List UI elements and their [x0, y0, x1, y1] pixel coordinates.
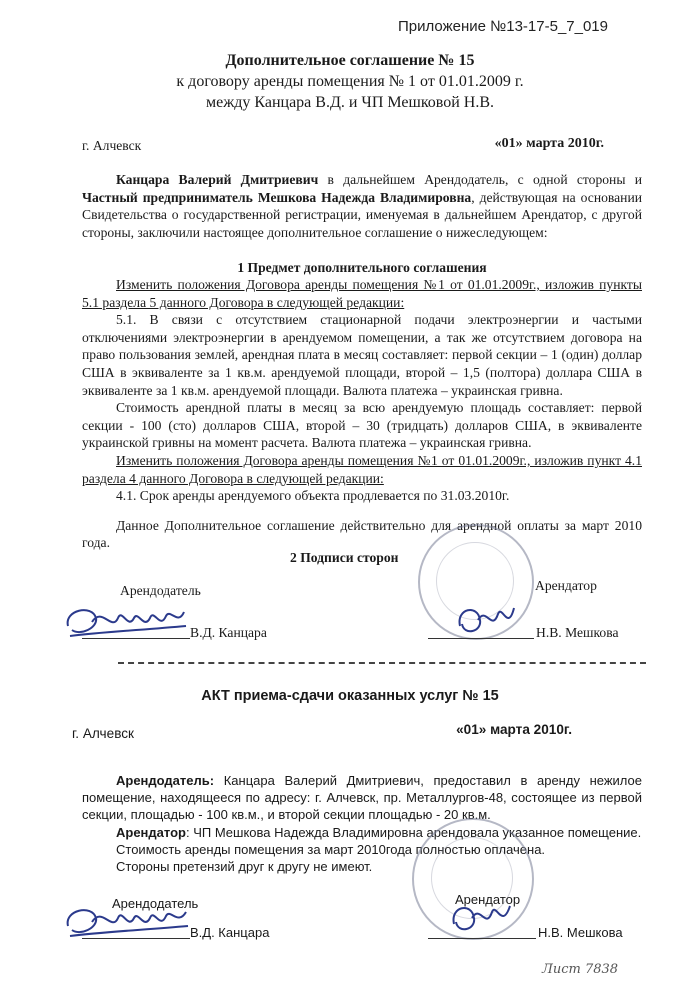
agreement-subtitle-contract: к договору аренды помещения № 1 от 01.01.2009 г.	[176, 73, 524, 90]
section-2-title: 2 Подписи сторон	[290, 550, 399, 565]
lessee-signature	[452, 596, 522, 642]
validity-clause: Данное Дополнительное соглашение действительно для арендной оплаты за март 2010 года.	[82, 517, 642, 551]
lessee-fullname: Частный предприниматель Мешкова Надежда Владимировна	[82, 189, 472, 205]
section-1-body	[82, 276, 642, 552]
act-lessee-text: : ЧП Мешкова Надежда Владимировна арендовала указанное помещение.	[185, 824, 642, 840]
act-no-claims: Стороны претензий друг к другу не имеют.	[116, 859, 373, 875]
clause-4-1: 4.1. Срок аренды арендуемого объекта продлевается по 31.03.2010г.	[116, 488, 510, 504]
act-body	[82, 772, 642, 875]
act-lessee-label: Арендатор	[116, 824, 186, 840]
rent-cost-clause: Стоимость арендной платы в месяц за всю арендуемую площадь составляет: первой секции - 100 (сто) долларов США, второй – 30 (тридцать) долларов США, в эквиваленте украинской гривны на момент расчета. Валюта платежа – украинская гривна.	[82, 400, 642, 451]
section-1-title: 1 Предмет дополнительного соглашения	[237, 260, 487, 275]
act-lessor-name: В.Д. Канцара	[190, 925, 270, 940]
act-date: «01» марта 2010г.	[456, 722, 572, 737]
change-clause-4-1: Изменить положения Договора аренды помещения №1 от 01.01.2009г., изложив пункт 4.1 раздела 4 данного Договора в следующей редакции:	[82, 452, 642, 486]
clause-5-1: 5.1. В связи с отсутствием стационарной подачи электроэнергии и частыми отключениями электроэнергии в арендуемом помещении, а так же отсутствием договора на право пользования землей, арендная плата в месяц составляет: первой секции – 1 (один) доллар США в эквиваленте за 1 кв.м. арендуемой площади, второй – 1,5 (полтора) доллара США в эквиваленте за 1 кв.м. арендуемой площади. Валюта платежа – украинская гривна.	[82, 312, 642, 398]
intro-text-2: , действующая на основании Свидетельства о государственной регистрации, именуемая в дальнейшем Арендатор, с другой стороны, заключили настоящее дополнительное соглашение о нижеследующем:	[82, 189, 642, 240]
document-reference-note: Приложение №13-17-5_7_019	[398, 18, 608, 35]
act-city: г. Алчевск	[72, 726, 135, 741]
lessor-signature	[62, 596, 190, 644]
change-clause-5-1: Изменить положения Договора аренды помещения №1 от 01.01.2009г., изложив пункты 5.1 раздела 5 данного Договора в следующей редакции:	[82, 277, 642, 310]
agreement-subtitle-parties: между Канцара В.Д. и ЧП Мешковой Н.В.	[205, 94, 495, 111]
act-lessor-text: Канцара Валерий Дмитриевич, предоставил в аренду нежилое помещение, находящееся по адресу: г. Алчевск, пр. Металлургов-48, состоящее из первой секции, площадью - 100 кв.м., и второй секции площадью - 20 кв.м.	[82, 773, 642, 823]
lessor-label: Арендодатель	[120, 583, 201, 598]
act-paid-statement: Стоимость аренды помещения за март 2010года полностью оплачена.	[116, 841, 546, 857]
agreement-city: г. Алчевск	[82, 138, 142, 153]
act-lessor-signature-label: Арендодатель	[112, 896, 199, 911]
act-title: АКТ приема-сдачи оказанных услуг № 15	[201, 688, 499, 704]
act-lessor-label: Арендодатель:	[116, 773, 215, 788]
section-divider	[118, 662, 646, 664]
act-lessee-signature	[446, 892, 521, 940]
handwritten-page-note: Лист 7838	[542, 962, 619, 977]
lessee-name: Н.В. Мешкова	[536, 625, 619, 640]
lessor-name: В.Д. Канцара	[190, 625, 267, 640]
act-lessee-name: Н.В. Мешкова	[538, 925, 623, 940]
agreement-intro	[82, 171, 642, 241]
intro-text-1: в дальнейшем Арендодатель, с одной стороны и	[318, 172, 643, 187]
lessee-label: Арендатор	[535, 578, 597, 593]
agreement-date: «01» марта 2010г.	[494, 136, 604, 151]
lessor-fullname: Канцара Валерий Дмитриевич	[116, 172, 319, 187]
agreement-title: Дополнительное соглашение № 15	[225, 52, 475, 69]
act-lessee-signature-label: Арендатор	[455, 892, 521, 907]
